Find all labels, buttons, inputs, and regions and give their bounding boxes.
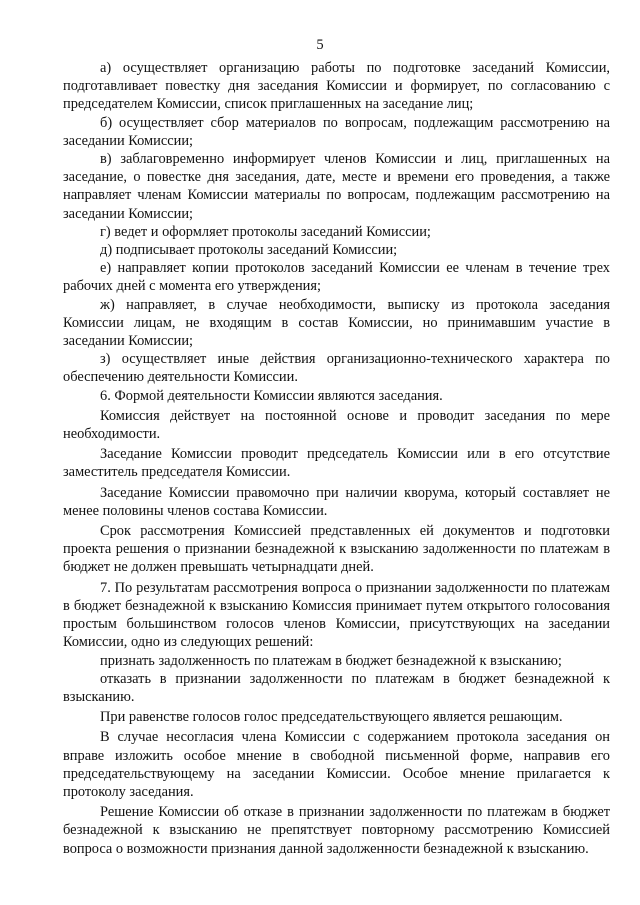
paragraph-d: д) подписывает протоколы заседаний Комиссии; bbox=[100, 242, 398, 259]
paragraph-chairman: Заседание Комиссии проводит председатель Комиссии или в его отсутствие заместитель председателя Комиссии. bbox=[63, 446, 610, 481]
paragraph-v: в) заблаговременно информирует членов Комиссии и лиц, приглашенных на заседание, о повестке дня заседания, дате, месте и времени его проведения, а также направляет членам Комиссии материалы по вопросам, подлежащим рассмотрению на заседании Комиссии; bbox=[63, 151, 610, 222]
paragraph-tie-vote: При равенстве голосов голос председательствующего является решающим. bbox=[100, 709, 563, 726]
page-number: 5 bbox=[316, 37, 324, 53]
document-body bbox=[63, 59, 610, 858]
paragraph-term: Срок рассмотрения Комиссией представленных ей документов и подготовки проекта решения о признании безнадежной к взысканию задолженности по платежам в бюджет не должен превышать четырнадцати дней. bbox=[63, 523, 610, 576]
paragraph-permanent-basis: Комиссия действует на постоянной основе и проводит заседания по мере необходимости. bbox=[63, 407, 610, 443]
paragraph-section-6: 6. Формой деятельности Комиссии являются заседания. bbox=[100, 387, 443, 404]
paragraph-decision-refuse: отказать в признании задолженности по платежам в бюджет безнадежной к взысканию. bbox=[63, 670, 610, 705]
paragraph-refusal-effect: Решение Комиссии об отказе в признании задолженности по платежам в бюджет безнадежной к взысканию не препятствует повторному рассмотрению Комиссией вопроса о возможности признания данной задолженности безнадежной к взысканию. bbox=[63, 804, 610, 857]
paragraph-dissent: В случае несогласия члена Комиссии с содержанием протокола заседания он вправе изложить особое мнение в свободной письменной форме, направив его председательствующему на заседании Комиссии. Особое мнение прилагается к протоколу заседания. bbox=[63, 729, 610, 800]
paragraph-a: а) осуществляет организацию работы по подготовке заседаний Комиссии, подготавливает повестку дня заседания Комиссии и формирует, по согласованию с председателем Комиссии, список приглашенных на заседание лиц; bbox=[63, 60, 610, 113]
paragraph-e: е) направляет копии протоколов заседаний Комиссии ее членам в течение трех рабочих дней с момента его утверждения; bbox=[63, 260, 610, 295]
paragraph-decision-recognize: признать задолженность по платежам в бюджет безнадежной к взысканию; bbox=[100, 652, 562, 669]
paragraph-quorum: Заседание Комиссии правомочно при наличии кворума, который составляет не менее половины членов состава Комиссии. bbox=[63, 484, 610, 519]
paragraph-section-7: 7. По результатам рассмотрения вопроса о признании задолженности по платежам в бюджет безнадежной к взысканию Комиссия принимает путем открытого голосования простым большинством голосов членов Комиссии, присутствующих на заседании Комиссии, одно из следующих решений: bbox=[63, 579, 610, 651]
paragraph-zh: ж) направляет, в случае необходимости, выписку из протокола заседания Комиссии лицам, не входящим в состав Комиссии, но принимавшим участие в заседании Комиссии; bbox=[63, 296, 610, 350]
paragraph-g: г) ведет и оформляет протоколы заседаний Комиссии; bbox=[100, 223, 431, 240]
paragraph-z: з) осуществляет иные действия организационно-технического характера по обеспечению деятельности Комиссии. bbox=[63, 351, 610, 386]
paragraph-b: б) осуществляет сбор материалов по вопросам, подлежащим рассмотрению на заседании Комиссии; bbox=[63, 114, 610, 149]
